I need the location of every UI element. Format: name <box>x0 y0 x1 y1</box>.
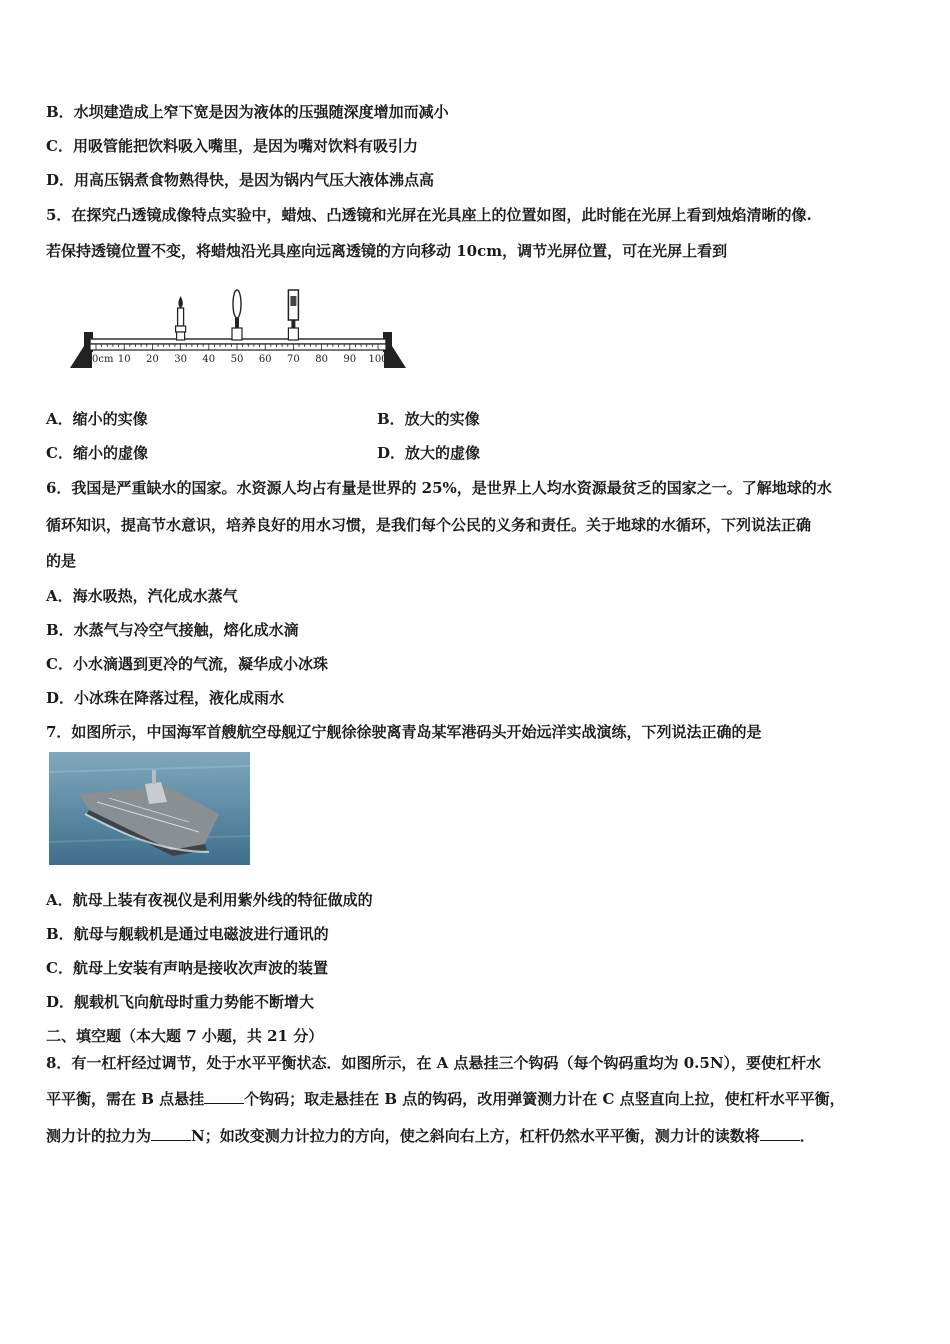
lens-body <box>233 290 241 318</box>
light-screen <box>288 290 298 340</box>
ruler-label: 50 <box>230 354 244 365</box>
q7-option-b: B．航母与舰载机是通过电磁波进行通讯的 <box>46 925 329 943</box>
candle-body <box>178 308 184 326</box>
q5-option-d: D．放大的虚像 <box>377 444 481 462</box>
screen-holder <box>288 328 298 340</box>
q6-option-d: D．小冰珠在降落过程，液化成雨水 <box>46 689 285 707</box>
q8-blank-2[interactable] <box>151 1126 191 1141</box>
q8-blank-3[interactable] <box>760 1126 800 1141</box>
screen-image <box>290 296 296 306</box>
q6-stem-line3: 的是 <box>46 552 77 570</box>
q5-stem-line1: 5．在探究凸透镜成像特点实验中，蜡烛、凸透镜和光屏在光具座上的位置如图，此时能在光屏上看到烛焰清晰的像. <box>46 206 812 224</box>
q7-stem: 7．如图所示，中国海军首艘航空母舰辽宁舰徐徐驶离青岛某军港码头开始远洋实战演练，下列说法正确的是 <box>46 723 762 741</box>
q6-option-b: B．水蒸气与冷空气接触，熔化成水滴 <box>46 621 299 639</box>
ruler-label: 70 <box>287 354 300 365</box>
ruler-label: 20 <box>146 354 159 365</box>
lens-holder <box>232 328 242 340</box>
ruler-label: 40 <box>202 354 216 365</box>
q8-line3-start: 测力计的拉力为 <box>46 1127 152 1145</box>
candle <box>176 296 186 340</box>
q5-option-a: A．缩小的实像 <box>46 410 148 428</box>
section-heading: 二、填空题（本大题 7 小题，共 21 分） <box>46 1027 324 1045</box>
ruler-label: 0cm <box>92 354 114 365</box>
ruler-label: 60 <box>258 354 272 365</box>
q7-option-a: A．航母上装有夜视仪是利用紫外线的特征做成的 <box>46 891 373 909</box>
carrier-mast <box>152 770 156 784</box>
q7-option-c: C．航母上安装有声呐是接收次声波的装置 <box>46 959 328 977</box>
convex-lens <box>232 290 242 340</box>
candle-holder <box>176 326 186 332</box>
lens-stem <box>235 318 239 328</box>
q5-option-c: C．缩小的虚像 <box>46 444 148 462</box>
screen-stem <box>291 320 295 328</box>
q7-option-d: D．舰载机飞向航母时重力势能不断增大 <box>46 993 315 1011</box>
q8-blank-1[interactable] <box>204 1089 244 1104</box>
ruler-label: 90 <box>343 354 357 365</box>
candle-flame <box>178 296 183 308</box>
candle-base <box>177 332 185 340</box>
q5-stem-line2: 若保持透镜位置不变，将蜡烛沿光具座向远离透镜的方向移动 10cm，调节光屏位置，可在光屏上看到 <box>46 242 728 260</box>
q8-line2 <box>46 1089 845 1109</box>
q8-line3 <box>46 1126 815 1146</box>
q6-stem-line2: 循环知识，提高节水意识，培养良好的用水习惯，是我们每个公民的义务和责任。关于地球的水循环，下列说法正确 <box>46 516 812 534</box>
bench-scale-bar <box>90 344 386 350</box>
q8-line3-mid: N；如改变测力计拉力的方向，使之斜向右上方，杠杆仍然水平平衡，测力计的读数将 <box>191 1127 760 1145</box>
ruler-labels <box>92 354 388 365</box>
ruler-label: 100 <box>368 354 388 365</box>
q8-line2-start: 平平衡，需在 B 点悬挂 <box>46 1090 205 1108</box>
ruler-label: 10 <box>117 354 131 365</box>
q4-option-c: C．用吸管能把饮料吸入嘴里，是因为嘴对饮料有吸引力 <box>46 137 418 155</box>
q6-option-a: A．海水吸热，汽化成水蒸气 <box>46 587 238 605</box>
q8-line1: 8．有一杠杆经过调节，处于水平平衡状态．如图所示，在 A 点悬挂三个钩码（每个钩码重均为 0.5N），要使杠杆水 <box>46 1054 822 1072</box>
q5-option-b: B．放大的实像 <box>377 410 480 428</box>
q4-option-b: B．水坝建造成上窄下宽是因为液体的压强随深度增加而减小 <box>46 103 449 121</box>
q6-stem-line1: 6．我国是严重缺水的国家。水资源人均占有量是世界的 25%，是世界上人均水资源最贫乏的国家之一。了解地球的水 <box>46 479 832 497</box>
optical-bench-figure <box>66 288 416 374</box>
q8-line2-end: 个钩码；取走悬挂在 B 点的钩码，改用弹簧测力计在 C 点竖直向上拉，使杠杆水平平衡， <box>244 1090 845 1108</box>
q4-option-d: D．用高压锅煮食物熟得快，是因为锅内气压大液体沸点高 <box>46 171 435 189</box>
q6-option-c: C．小水滴遇到更冷的气流，凝华成小冰珠 <box>46 655 328 673</box>
q8-line3-end: ． <box>799 1127 815 1145</box>
ruler-label: 80 <box>315 354 328 365</box>
ruler-label: 30 <box>174 354 187 365</box>
aircraft-carrier-photo <box>49 752 250 865</box>
